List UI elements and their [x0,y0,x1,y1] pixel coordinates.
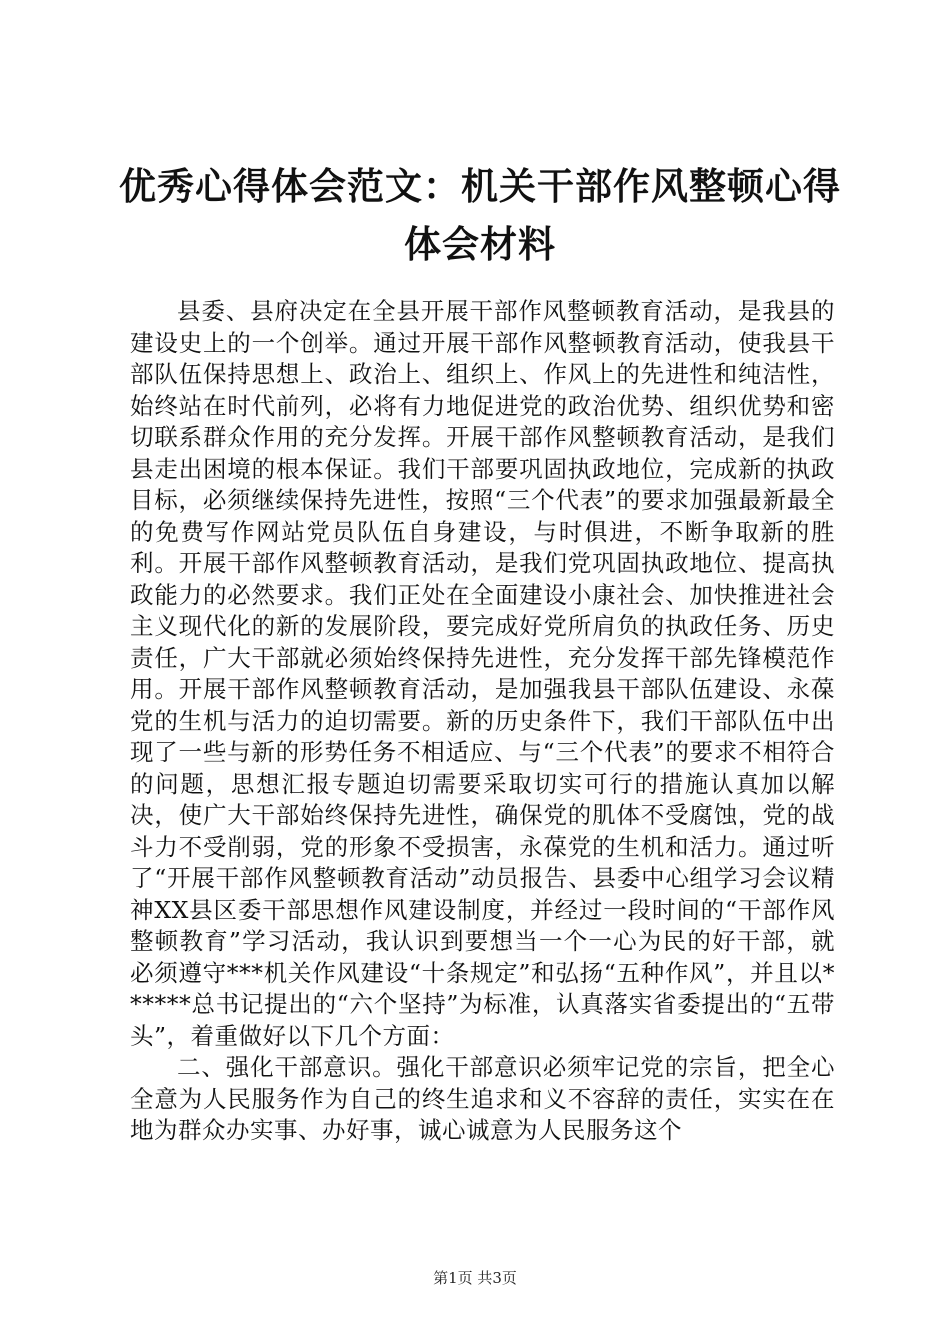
body-paragraph-2: 二、强化干部意识。强化干部意识必须牢记党的宗旨，把全心全意为人民服务作为自己的终生追求和义不容辞的责任，实实在在地为群众办实事、办好事，诚心诚意为人民服务这个 [130,1053,835,1144]
document-title: 优秀心得体会范文：机关干部作风整顿心得体会材料 [119,165,841,266]
page-footer: 第1页 共3页 [433,1269,517,1287]
document-body [130,296,835,1147]
body-paragraph-1: 县委、县府决定在全县开展干部作风整顿教育活动，是我县的建设史上的一个创举。通过开展干部作风整顿教育活动，使我县干部队伍保持思想上、政治上、组织上、作风上的先进性和纯洁性，始终站在时代前列，必将有力地促进党的政治优势、组织优势和密切联系群众作用的充分发挥。开展干部作风整顿教育活动，是我们县走出困境的根本保证。我们干部要巩固执政地位，完成新的执政目标，必须继续保持先进性，按照“三个代表”的要求加强最新最全的免费写作网站党员队伍自身建设，与时俱进，不断争取新的胜利。开展干部作风整顿教育活动，是我们党巩固执政地位、提高执政能力的必然要求。我们正处在全面建设小康社会、加快推进社会主义现代化的新的发展阶段，要完成好党所肩负的执政任务、历史责任，广大干部就必须始终保持先进性，充分发挥干部先锋模范作用。开展干部作风整顿教育活动，是加强我县干部队伍建设、永葆党的生机与活力的迫切需要。新的历史条件下，我们干部队伍中出现了一些与新的形势任务不相适应、与“三个代表”的要求不相符合的问题，思想汇报专题迫切需要采取切实可行的措施认真加以解决，使广大干部始终保持先进性，确保党的肌体不受腐蚀，党的战斗力不受削弱，党的形象不受损害，永葆党的生机和活力。通过听了“开展干部作风整顿教育活动”动员报告、县委中心组学习会议精神XX县区委干部思想作风建设制度，并经过一段时间的“干部作风整顿教育”学习活动，我认识到要想当一个一心为民的好干部，就必须遵守***机关作风建设“十条规定”和弘扬“五种作风”，并且以******总书记提出的“六个坚持”为标准，认真落实省委提出的“五带头”，着重做好以下几个方面： [130,297,835,1050]
